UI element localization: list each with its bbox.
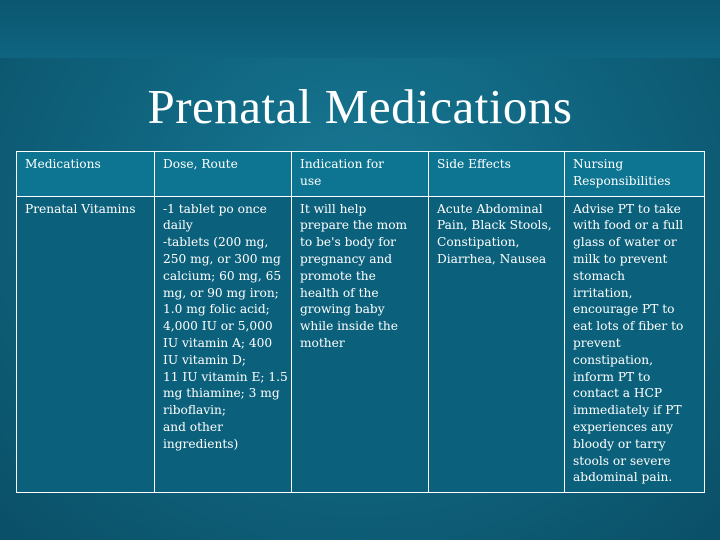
cell-line: mg thiamine; 3 mg	[163, 386, 280, 401]
cell-line: stomach	[573, 268, 625, 283]
cell-line: experiences any	[573, 419, 674, 434]
cell-line: growing baby	[300, 302, 385, 317]
cell-line: to be's body for	[300, 235, 396, 250]
cell-line: 1.0 mg folic acid;	[163, 302, 270, 317]
cell-line: pregnancy and	[300, 251, 393, 266]
cell-line: Diarrhea, Nausea	[437, 251, 547, 266]
cell-line: 250 mg, or 300 mg	[163, 251, 281, 266]
cell-line: while inside the	[300, 319, 398, 334]
cell-line: IU vitamin A; 400	[163, 335, 273, 350]
cell-line: It will help	[300, 201, 367, 216]
cell-line: use	[300, 173, 322, 188]
cell-line: 11 IU vitamin E; 1.5	[163, 369, 288, 384]
cell-line: mother	[300, 335, 345, 350]
medications-table	[16, 151, 705, 493]
cell-line: Nursing	[573, 157, 624, 171]
cell-line: Medications	[25, 157, 101, 171]
cell-line: Acute Abdominal	[437, 201, 543, 216]
cell-line: Prenatal Vitamins	[25, 201, 136, 216]
cell-line: and other	[163, 419, 223, 434]
cell-line: Indication for	[300, 157, 384, 171]
header-indication	[292, 152, 429, 197]
cell-line: Pain, Black Stools,	[437, 218, 552, 233]
cell-nursing-responsibilities	[565, 196, 705, 493]
cell-line: 4,000 IU or 5,000	[163, 319, 273, 334]
cell-line: Advise PT to take	[573, 201, 681, 216]
cell-line: -1 tablet po once	[163, 201, 267, 216]
cell-line: constipation,	[573, 352, 653, 367]
cell-line: promote the	[300, 268, 376, 283]
cell-line: with food or a full	[573, 218, 684, 233]
cell-line: Dose, Route	[163, 157, 238, 171]
cell-line: prepare the mom	[300, 218, 408, 233]
cell-line: Side Effects	[437, 157, 511, 171]
cell-line: stools or severe	[573, 453, 671, 468]
cell-line: immediately if PT	[573, 403, 682, 418]
cell-line: prevent	[573, 335, 621, 350]
cell-line: -tablets (200 mg,	[163, 235, 269, 250]
header-medications	[17, 152, 155, 197]
table-row	[17, 196, 705, 493]
table-header-row	[17, 152, 705, 197]
cell-line: Constipation,	[437, 235, 520, 250]
header-nursing-responsibilities	[565, 152, 705, 197]
cell-line: daily	[163, 218, 193, 233]
cell-line: bloody or tarry	[573, 436, 666, 451]
cell-indication	[292, 196, 429, 493]
cell-line: ingredients)	[163, 436, 239, 451]
cell-line: riboflavin;	[163, 403, 226, 418]
cell-line: Responsibilities	[573, 173, 671, 188]
header-side-effects	[429, 152, 565, 197]
slide-title: Prenatal Medications	[147, 79, 573, 134]
cell-line: contact a HCP	[573, 386, 663, 401]
cell-medication	[17, 196, 155, 493]
header-dose-route	[155, 152, 292, 197]
cell-line: inform PT to	[573, 369, 651, 384]
cell-line: irritation,	[573, 285, 633, 300]
cell-line: mg, or 90 mg iron;	[163, 285, 279, 300]
cell-dose-route	[155, 196, 292, 493]
cell-line: encourage PT to	[573, 302, 675, 317]
cell-line: eat lots of fiber to	[573, 319, 684, 334]
cell-line: milk to prevent	[573, 251, 668, 266]
cell-side-effects	[429, 196, 565, 493]
cell-line: IU vitamin D;	[163, 352, 246, 367]
cell-line: glass of water or	[573, 235, 677, 250]
cell-line: health of the	[300, 285, 379, 300]
top-band	[0, 0, 720, 58]
cell-line: calcium; 60 mg, 65	[163, 268, 282, 283]
cell-line: abdominal pain.	[573, 470, 673, 485]
